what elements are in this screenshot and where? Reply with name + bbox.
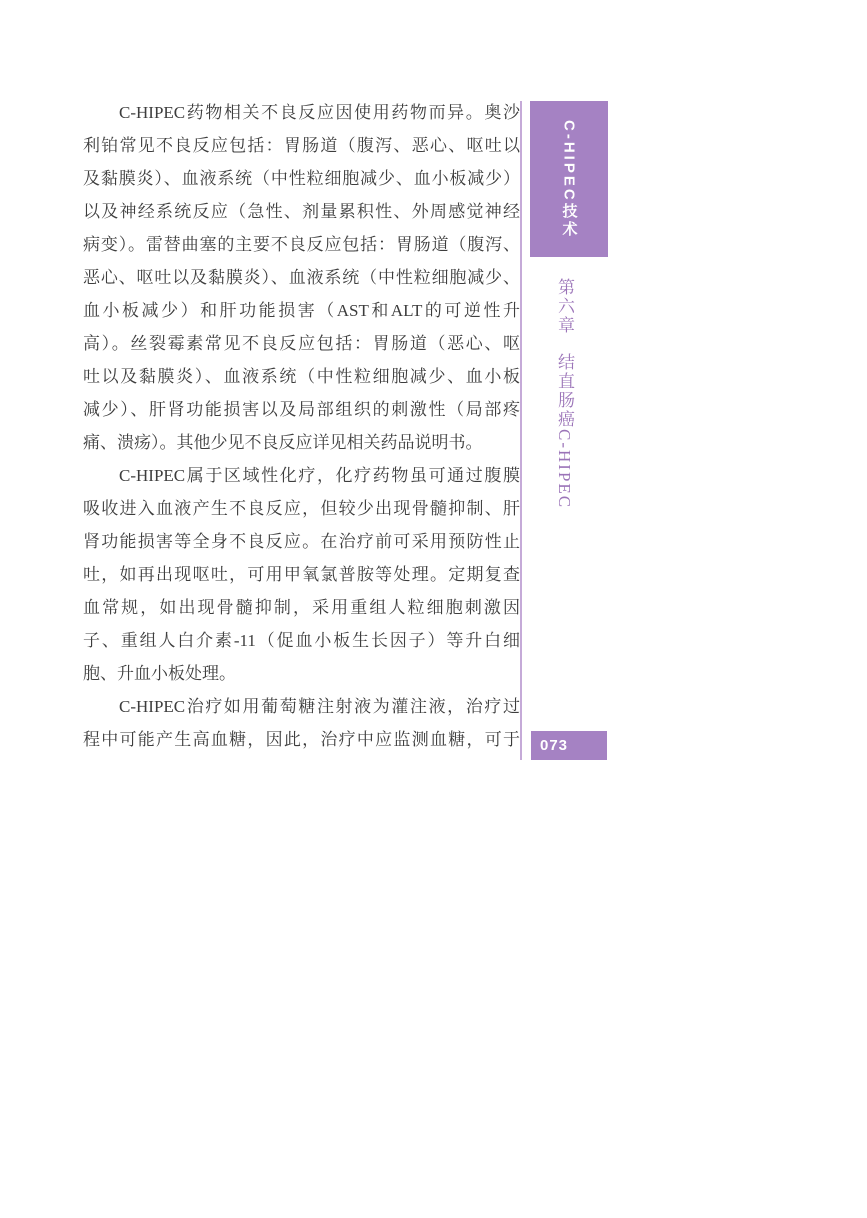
text-line: 血小板减少）和肝功能损害（AST和ALT的可逆性升 xyxy=(83,301,520,320)
text-line: 吸收进入血液产生不良反应，但较少出现骨髓抑制、肝 xyxy=(83,499,520,518)
text-line: 以及神经系统反应（急性、剂量累积性、外周感觉神经 xyxy=(83,202,520,221)
text-line: 子、重组人白介素-11（促血小板生长因子）等升白细 xyxy=(83,631,520,650)
chapter-heading xyxy=(552,278,577,509)
text-line: C-HIPEC属于区域性化疗，化疗药物虽可通过腹膜 xyxy=(119,466,520,485)
text-line: 吐以及黏膜炎）、血液系统（中性粒细胞减少、血小板 xyxy=(83,367,520,386)
text-line: 利铂常见不良反应包括：胃肠道（腹泻、恶心、呕吐以 xyxy=(83,136,520,155)
text-line: 恶心、呕吐以及黏膜炎）、血液系统（中性粒细胞减少、 xyxy=(83,268,520,287)
text-line: 吐，如再出现呕吐，可用甲氧氯普胺等处理。定期复查 xyxy=(83,565,520,584)
sidebar-rule xyxy=(520,101,522,760)
body-text xyxy=(83,96,520,756)
text-line: 胞、升血小板处理。 xyxy=(83,664,236,683)
page-number: 073 xyxy=(540,737,569,754)
text-line: 及黏膜炎）、血液系统（中性粒细胞减少、血小板减少） xyxy=(83,169,520,188)
text-line: 血常规，如出现骨髓抑制，采用重组人粒细胞刺激因 xyxy=(83,598,520,617)
text-line: 病变）。雷替曲塞的主要不良反应包括：胃肠道（腹泻、 xyxy=(83,235,520,254)
chapter-label: 第六章 xyxy=(555,278,574,335)
text-line: 高）。丝裂霉素常见不良反应包括：胃肠道（恶心、呕 xyxy=(83,334,520,353)
text-line: 减少）、肝肾功能损害以及局部组织的刺激性（局部疼 xyxy=(83,400,520,419)
page-number-badge xyxy=(531,731,607,760)
book-title-vertical: C-HIPEC技术 xyxy=(560,119,578,239)
text-line: C-HIPEC药物相关不良反应因使用药物而异。奥沙 xyxy=(119,103,520,122)
chapter-tab xyxy=(530,101,608,257)
text-line: 痛、溃疡）。其他少见不良反应详见相关药品说明书。 xyxy=(83,433,483,452)
chapter-title: 结直肠癌C-HIPEC xyxy=(555,353,574,510)
text-line: C-HIPEC治疗如用葡萄糖注射液为灌注液，治疗过 xyxy=(119,697,520,716)
text-line: 肾功能损害等全身不良反应。在治疗前可采用预防性止 xyxy=(83,532,520,551)
text-line: 程中可能产生高血糖，因此，治疗中应监测血糖，可于 xyxy=(83,730,520,749)
